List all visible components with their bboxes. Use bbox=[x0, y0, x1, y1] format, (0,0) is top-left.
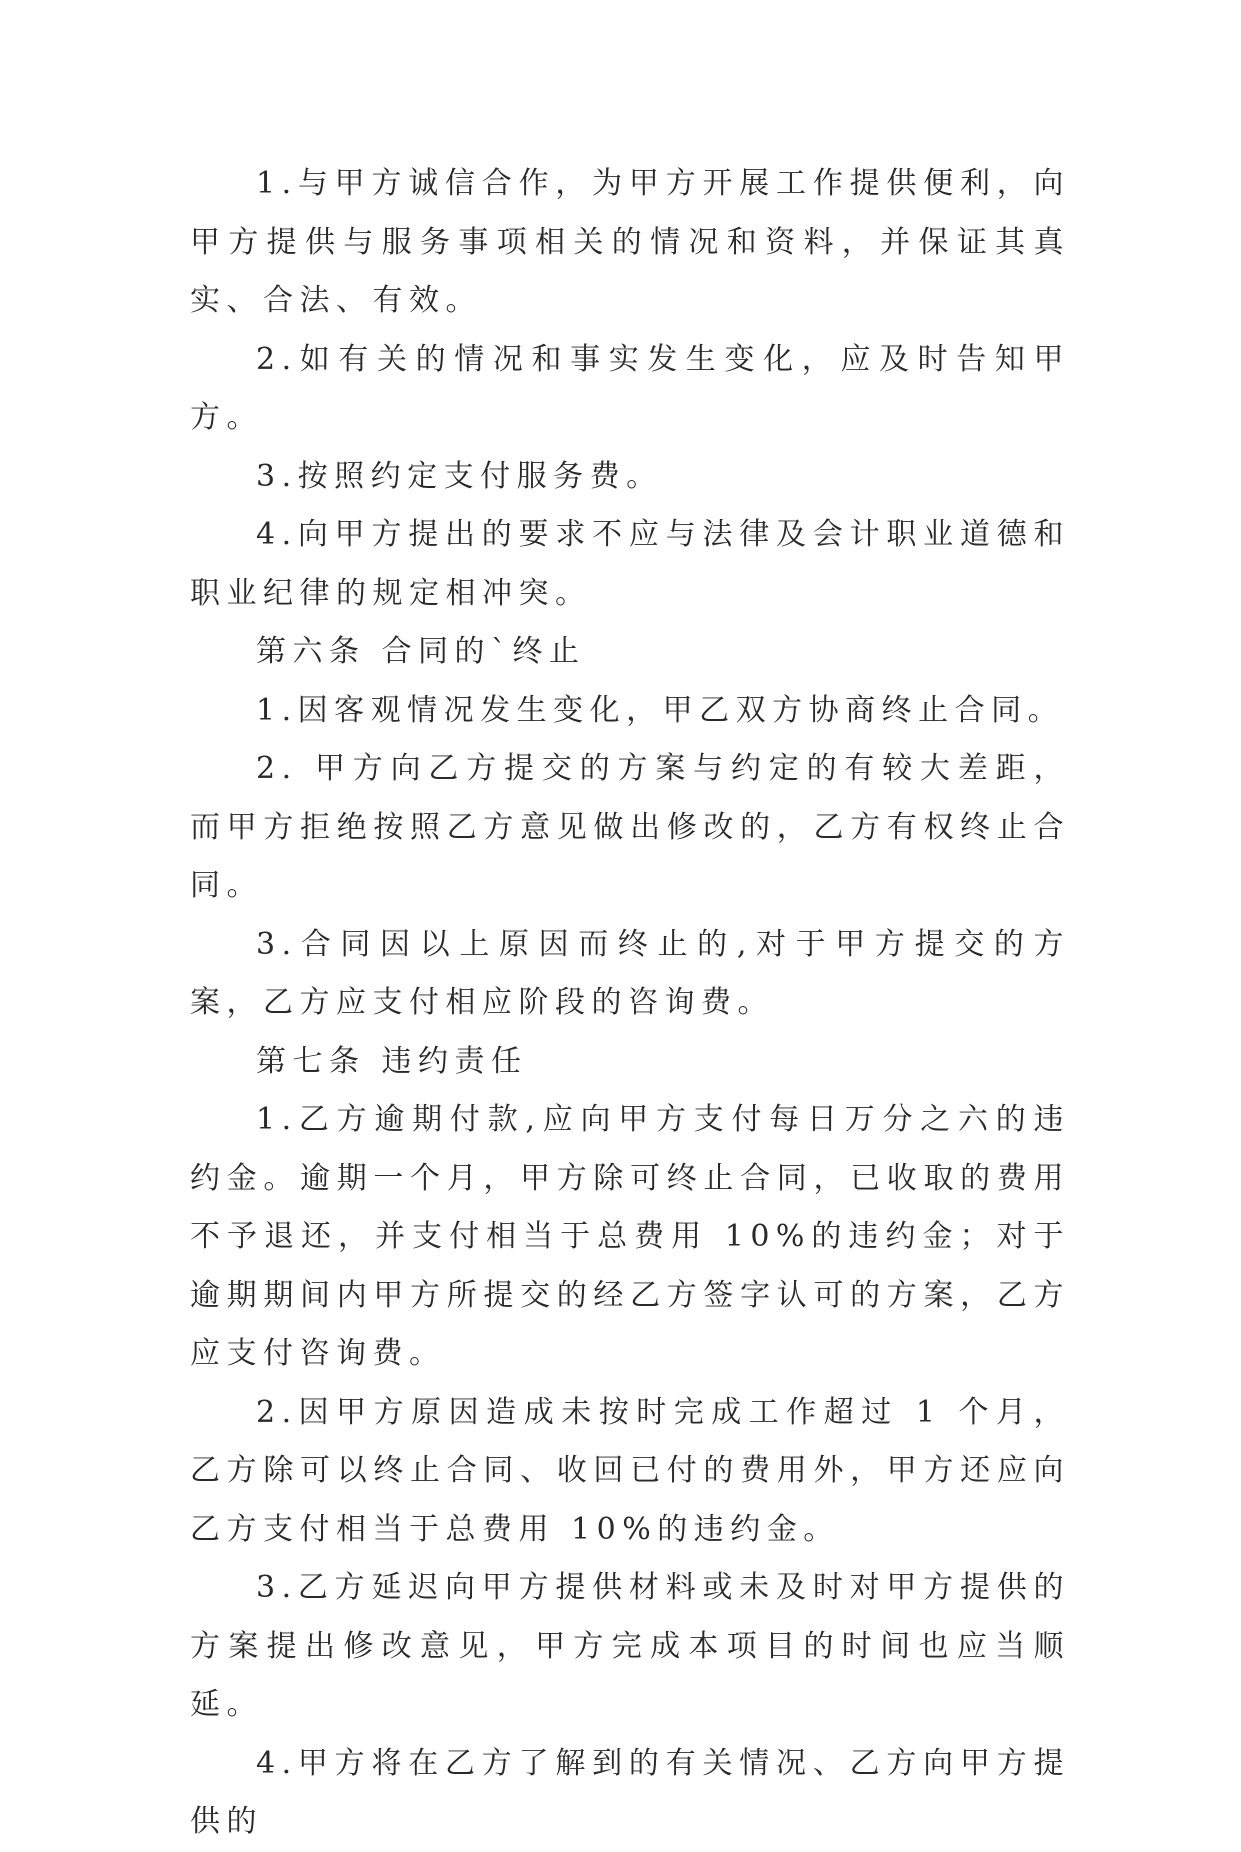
clause-paragraph: 2.如有关的情况和事实发生变化，应及时告知甲方。 bbox=[190, 341, 1070, 435]
clause-paragraph: 1.因客观情况发生变化，甲乙双方协商终止合同。 bbox=[256, 692, 1065, 728]
clause-paragraph: 1.与甲方诚信合作，为甲方开展工作提供便利，向甲方提供与服务事项相关的情况和资料，并保证其真实、合法、有效。 bbox=[190, 166, 1070, 318]
clause-paragraph: 3.乙方延迟向甲方提供材料或未及时对甲方提供的方案提出修改意见，甲方完成本项目的时间也应当顺延。 bbox=[190, 1570, 1070, 1722]
clause-paragraph: 4.向甲方提出的要求不应与法律及会计职业道德和职业纪律的规定相冲突。 bbox=[190, 517, 1070, 611]
clause-paragraph: 1.乙方逾期付款,应向甲方支付每日万分之六的违约金。逾期一个月，甲方除可终止合同，已收取的费用不予退还，并支付相当于总费用 10%的违约金；对于逾期期间内甲方所提交的经乙方签字认可的方案，乙方应支付咨询费。 bbox=[190, 1102, 1070, 1371]
document-page bbox=[190, 155, 1070, 1852]
clause-paragraph: 2.因甲方原因造成未按时完成工作超过 1 个月，乙方除可以终止合同、收回已付的费用外，甲方还应向乙方支付相当于总费用 10%的违约金。 bbox=[190, 1394, 1070, 1547]
clause-paragraph: 4.甲方将在乙方了解到的有关情况、乙方向甲方提供的 bbox=[190, 1745, 1070, 1839]
clause-paragraph: 3.按照约定支付服务费。 bbox=[256, 458, 663, 494]
clause-paragraph: 2. 甲方向乙方提交的方案与约定的有较大差距，而甲方拒绝按照乙方意见做出修改的，乙方有权终止合同。 bbox=[190, 751, 1070, 903]
section-heading: 第六条 合同的`终止 bbox=[256, 634, 586, 669]
section-heading: 第七条 违约责任 bbox=[256, 1043, 528, 1079]
clause-paragraph: 3.合同因以上原因而终止的,对于甲方提交的方案，乙方应支付相应阶段的咨询费。 bbox=[190, 926, 1070, 1020]
